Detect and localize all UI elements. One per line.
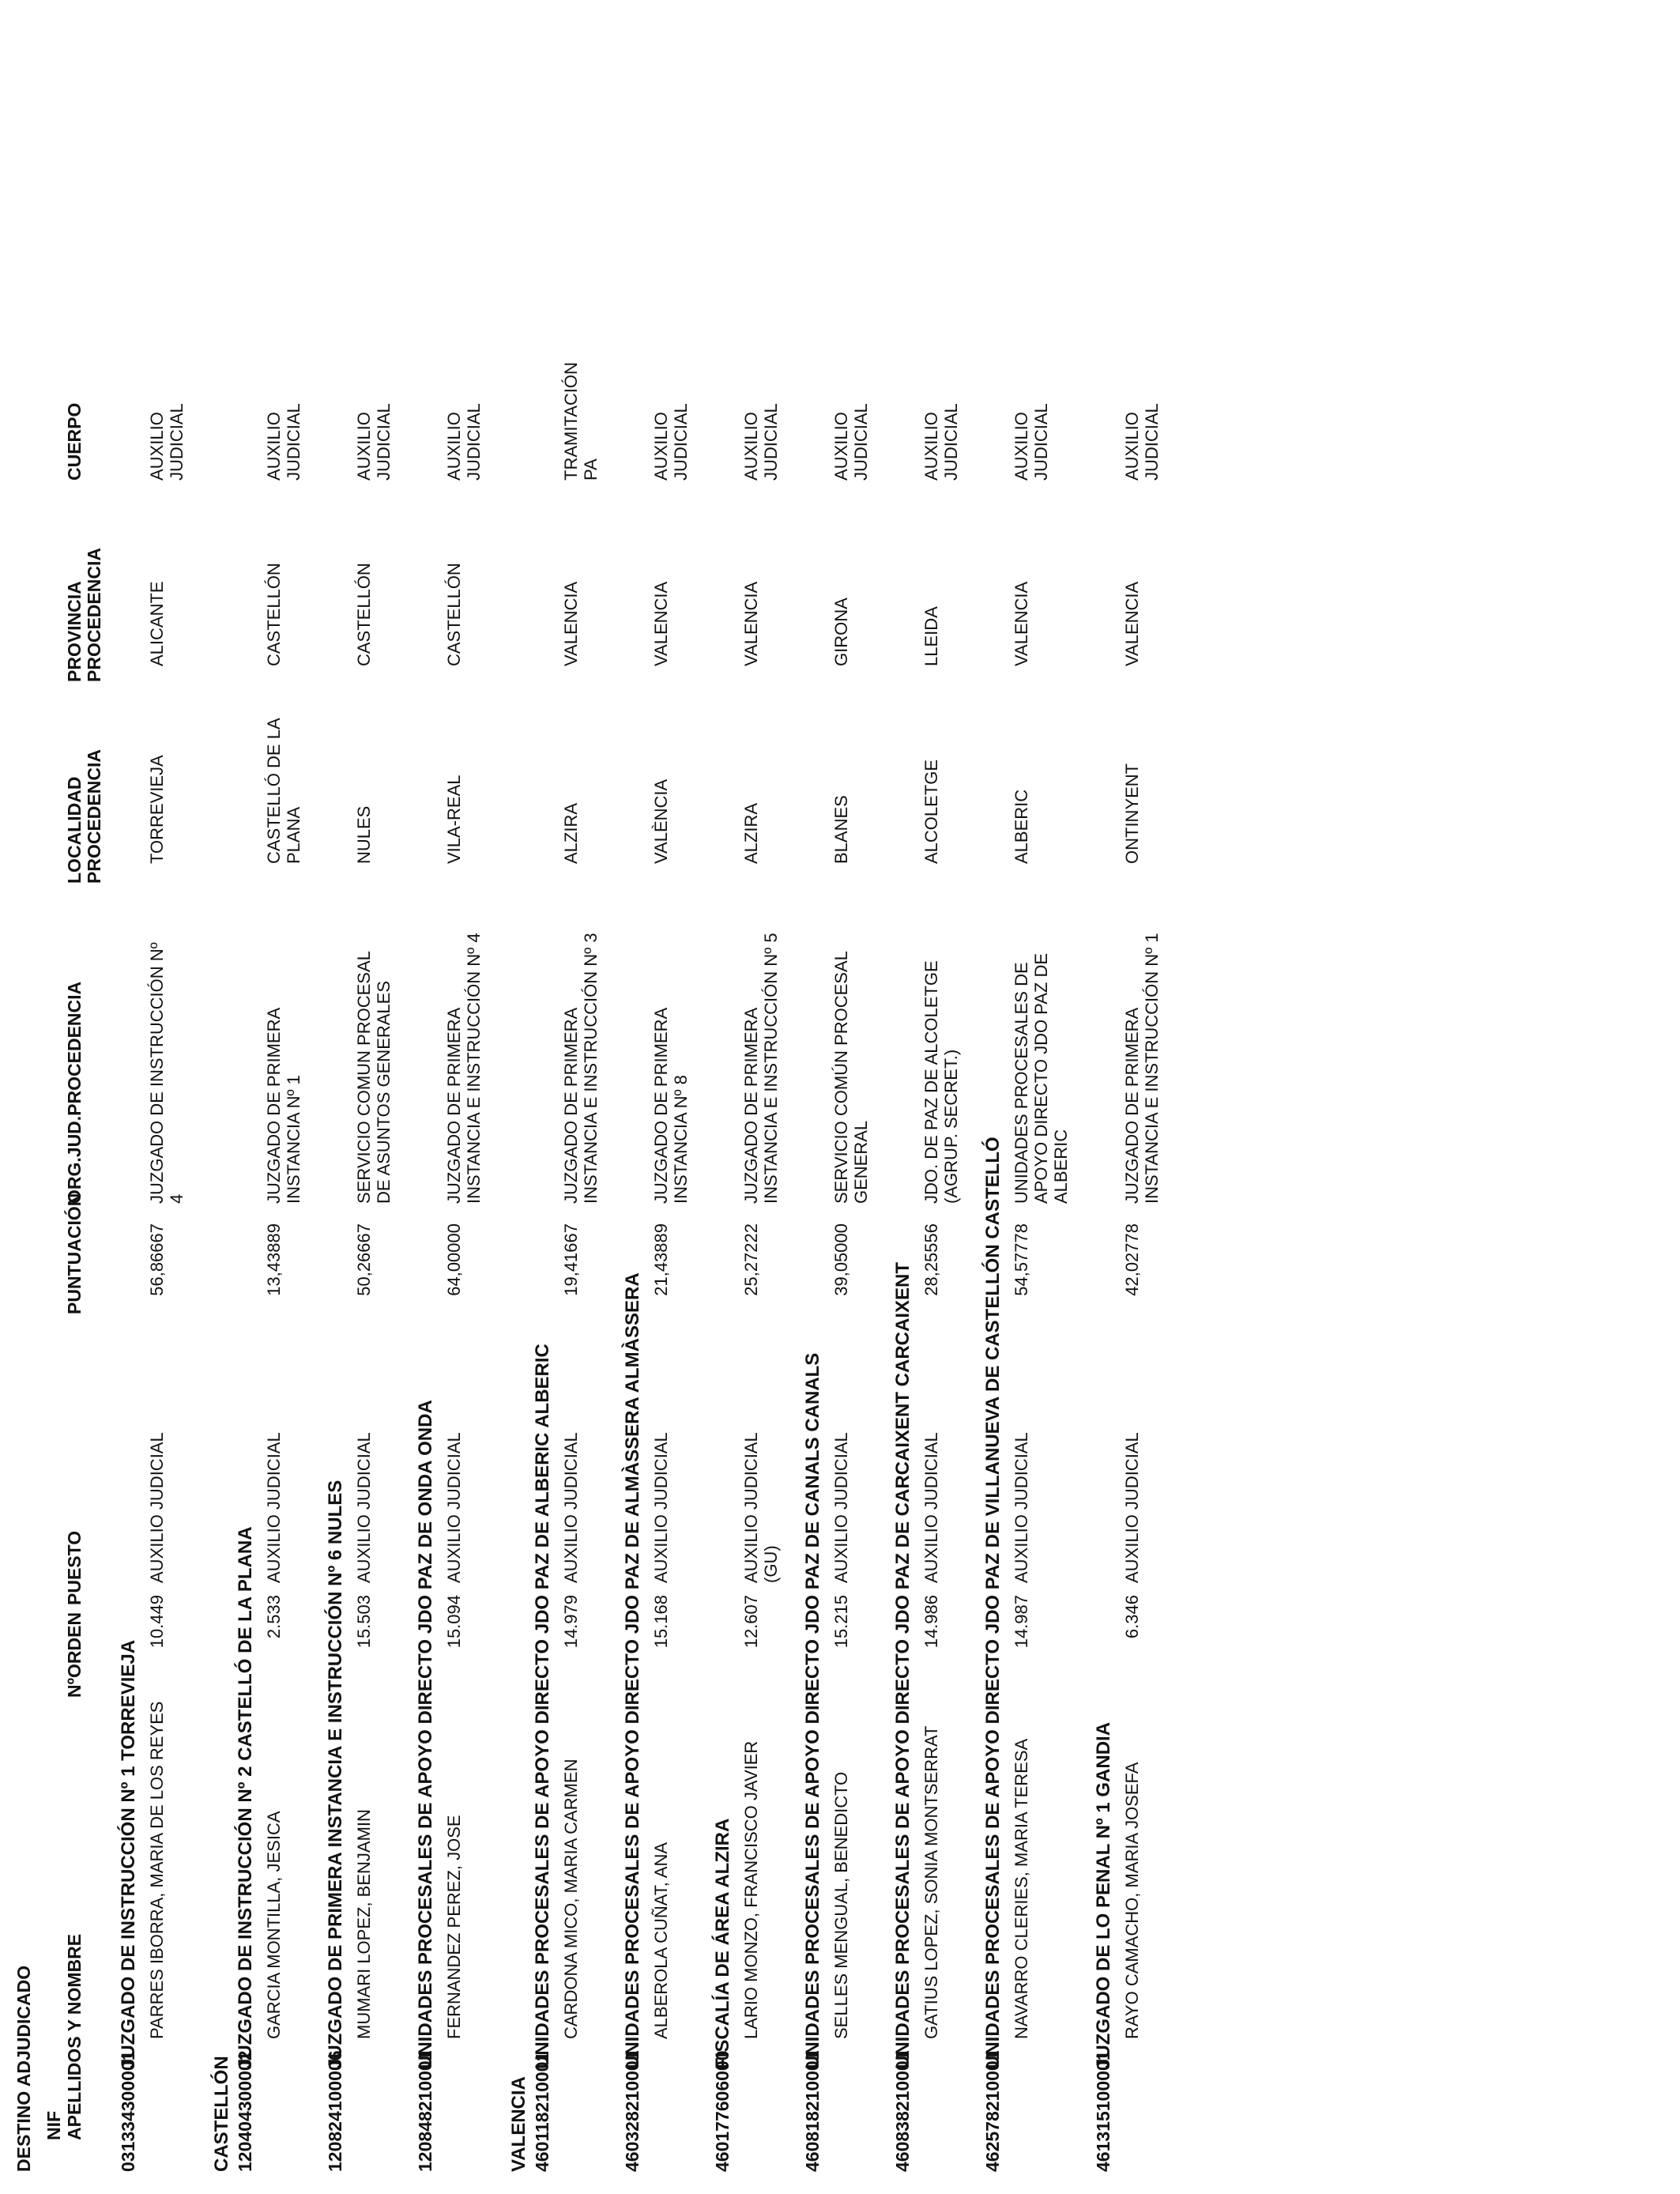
cell-org: JUZGADO DE PRIMERA INSTANCIA E INSTRUCCIÓN Nº 3 bbox=[561, 933, 601, 1204]
cell-puesto: AUXILIO JUDICIAL bbox=[651, 1432, 671, 1583]
cell-localidad: VILA-REAL bbox=[444, 775, 464, 864]
group-title: UNIDADES PROCESALES DE APOYO DIRECTO JDO PAZ DE CARCAIXENT CARCAIXENT bbox=[892, 1262, 913, 2069]
group-nif: 460838210001 bbox=[892, 2050, 913, 2172]
cell-puntuacion: 42,02778 bbox=[1122, 1223, 1142, 1296]
group-title: JUZGADO DE PRIMERA INSTANCIA E INSTRUCCIÓN Nº 6 NULES bbox=[325, 1480, 346, 2069]
col-header-cuerpo: CUERPO bbox=[64, 402, 85, 481]
cell-cuerpo: AUXILIO JUDICIAL bbox=[354, 403, 394, 481]
cell-cuerpo: TRAMITACIÓN PA bbox=[561, 362, 601, 481]
cell-provincia: LLEIDA bbox=[921, 606, 941, 666]
cell-cuerpo: AUXILIO JUDICIAL bbox=[921, 403, 961, 481]
col-header-localidad: LOCALIDAD PROCEDENCIA bbox=[64, 749, 104, 884]
cell-cuerpo: AUXILIO JUDICIAL bbox=[264, 403, 303, 481]
cell-provincia: VALENCIA bbox=[651, 581, 671, 666]
cell-puesto: AUXILIO JUDICIAL bbox=[561, 1432, 581, 1583]
cell-puntuacion: 21,43889 bbox=[651, 1223, 671, 1296]
cell-puntuacion: 13,43889 bbox=[264, 1223, 284, 1296]
cell-localidad: ALZIRA bbox=[561, 802, 581, 864]
cell-org: JUZGADO DE PRIMERA INSTANCIA E INSTRUCCIÓN Nº 1 bbox=[1122, 933, 1162, 1204]
cell-cuerpo: AUXILIO JUDICIAL bbox=[1122, 403, 1162, 481]
cell-nombre: LARIO MONZO, FRANCISCO JAVIER bbox=[741, 1740, 761, 2039]
cell-orden: 14.979 bbox=[561, 1595, 581, 1649]
cell-provincia: CASTELLÓN bbox=[264, 563, 284, 666]
group-nif: 462578210001 bbox=[982, 2050, 1003, 2172]
group-title: UNIDADES PROCESALES DE APOYO DIRECTO JDO PAZ DE CANALS CANALS bbox=[802, 1352, 823, 2069]
cell-puesto: AUXILIO JUDICIAL bbox=[444, 1432, 464, 1583]
cell-puntuacion: 64,00000 bbox=[444, 1223, 464, 1296]
cell-localidad: TORREVIEJA bbox=[147, 755, 167, 864]
cell-provincia: VALENCIA bbox=[1011, 581, 1031, 666]
region-heading: VALENCIA bbox=[508, 2076, 529, 2172]
group-nif: 031334300001 bbox=[118, 2050, 138, 2172]
cell-puesto: AUXILIO JUDICIAL bbox=[921, 1432, 941, 1583]
cell-provincia: CASTELLÓN bbox=[354, 563, 374, 666]
cell-orden: 15.503 bbox=[354, 1595, 374, 1649]
cell-provincia: CASTELLÓN bbox=[444, 563, 464, 666]
group-nif: 120824100006 bbox=[325, 2050, 345, 2172]
cell-puntuacion: 50,26667 bbox=[354, 1223, 374, 1296]
cell-puntuacion: 19,41667 bbox=[561, 1223, 581, 1296]
group-nif: 461315100001 bbox=[1093, 2050, 1113, 2172]
group-title: JUZGADO DE INSTRUCCIÓN Nº 1 TORREVIEJA bbox=[118, 1639, 139, 2069]
cell-orden: 14.987 bbox=[1011, 1595, 1031, 1649]
group-nif: 120404300002 bbox=[235, 2050, 255, 2172]
cell-puntuacion: 54,57778 bbox=[1011, 1223, 1031, 1296]
cell-orden: 2.533 bbox=[264, 1595, 284, 1639]
cell-nombre: GARCIA MONTILLA, JESICA bbox=[264, 1811, 284, 2039]
group-title: FISCALÍA DE ÁREA ALZIRA bbox=[712, 1818, 733, 2069]
cell-puntuacion: 39,05000 bbox=[831, 1223, 851, 1296]
cell-localidad: ALCOLETGE bbox=[921, 759, 941, 864]
cell-cuerpo: AUXILIO JUDICIAL bbox=[831, 403, 871, 481]
col-header-puntuacion: PUNTUACIÓN bbox=[64, 1193, 85, 1314]
cell-localidad: CASTELLÓ DE LA PLANA bbox=[264, 718, 303, 864]
cell-org: JUZGADO DE PRIMERA INSTANCIA Nº 1 bbox=[264, 1007, 303, 1204]
cell-localidad: ALBERIC bbox=[1011, 789, 1031, 864]
group-nif: 460118210001 bbox=[532, 2051, 552, 2172]
cell-orden: 14.986 bbox=[921, 1595, 941, 1649]
destino-header: DESTINO ADJUDICADO bbox=[13, 1965, 34, 2172]
col-header-nombre: APELLIDOS Y NOMBRE bbox=[64, 1933, 85, 2140]
cell-org: JUZGADO DE PRIMERA INSTANCIA E INSTRUCCIÓN Nº 5 bbox=[741, 933, 781, 1204]
cell-org: UNIDADES PROCESALES DE APOYO DIRECTO JDO PAZ DE ALBERIC bbox=[1011, 952, 1071, 1204]
cell-provincia: VALENCIA bbox=[561, 581, 581, 666]
cell-nombre: CARDONA MICO, MARIA CARMEN bbox=[561, 1759, 581, 2039]
group-title: UNIDADES PROCESALES DE APOYO DIRECTO JDO PAZ DE VILLANUEVA DE CASTELLÓN CASTELLÓ bbox=[982, 1137, 1004, 2069]
cell-cuerpo: AUXILIO JUDICIAL bbox=[651, 403, 691, 481]
cell-nombre: NAVARRO CLERIES, MARIA TERESA bbox=[1011, 1738, 1031, 2039]
cell-puesto: AUXILIO JUDICIAL bbox=[354, 1432, 374, 1583]
cell-provincia: VALENCIA bbox=[741, 581, 761, 666]
group-nif: 460177606000 bbox=[712, 2050, 733, 2172]
cell-orden: 12.607 bbox=[741, 1595, 761, 1649]
col-header-nif: NIF bbox=[43, 2110, 64, 2140]
group-title: JUZGADO DE LO PENAL Nº 1 GANDIA bbox=[1093, 1721, 1114, 2069]
cell-orden: 10.449 bbox=[147, 1595, 167, 1649]
cell-puntuacion: 25,27222 bbox=[741, 1223, 761, 1296]
cell-localidad: ALZIRA bbox=[741, 802, 761, 864]
cell-provincia: ALICANTE bbox=[147, 581, 167, 666]
cell-cuerpo: AUXILIO JUDICIAL bbox=[444, 403, 484, 481]
cell-puntuacion: 56,86667 bbox=[147, 1223, 167, 1296]
cell-nombre: SELLES MENGUAL, BENEDICTO bbox=[831, 1771, 851, 2039]
cell-provincia: VALENCIA bbox=[1122, 581, 1142, 666]
cell-localidad: VALÈNCIA bbox=[651, 778, 671, 864]
cell-org: JUZGADO DE INSTRUCCIÓN Nº 4 bbox=[147, 942, 186, 1204]
cell-org: SERVICIO COMÚN PROCESAL GENERAL bbox=[831, 951, 871, 1204]
cell-puesto: AUXILIO JUDICIAL bbox=[1011, 1432, 1031, 1583]
group-nif: 460818210001 bbox=[802, 2050, 823, 2172]
cell-cuerpo: AUXILIO JUDICIAL bbox=[1011, 403, 1051, 481]
cell-orden: 15.168 bbox=[651, 1595, 671, 1649]
cell-org: JDO. DE PAZ DE ALCOLETGE (AGRUP. SECRET.) bbox=[921, 960, 961, 1204]
group-title: JUZGADO DE INSTRUCCIÓN Nº 2 CASTELLÓ DE LA PLANA bbox=[235, 1526, 256, 2069]
cell-puesto: AUXILIO JUDICIAL bbox=[1122, 1432, 1142, 1583]
cell-orden: 6.346 bbox=[1122, 1595, 1142, 1639]
cell-cuerpo: AUXILIO JUDICIAL bbox=[741, 403, 781, 481]
cell-puesto: AUXILIO JUDICIAL bbox=[147, 1432, 167, 1583]
cell-puesto: AUXILIO JUDICIAL bbox=[831, 1432, 851, 1583]
group-title: UNIDADES PROCESALES DE APOYO DIRECTO JDO PAZ DE ALMÀSSERA ALMÀSSERA bbox=[622, 1272, 643, 2069]
col-header-org: ORG.JUD.PROCEDENCIA bbox=[64, 981, 85, 1204]
col-header-orden: NºORDEN bbox=[64, 1612, 85, 1698]
cell-orden: 15.094 bbox=[444, 1595, 464, 1649]
cell-puntuacion: 28,25556 bbox=[921, 1223, 941, 1296]
col-header-provincia: PROVINCIA PROCEDENCIA bbox=[64, 548, 104, 682]
cell-puesto: AUXILIO JUDICIAL (GU) bbox=[741, 1432, 781, 1583]
cell-org: JUZGADO DE PRIMERA INSTANCIA E INSTRUCCIÓN Nº 4 bbox=[444, 933, 484, 1204]
group-nif: 460328210001 bbox=[622, 2050, 642, 2172]
cell-nombre: GATIUS LOPEZ, SONIA MONTSERRAT bbox=[921, 1725, 941, 2039]
cell-org: JUZGADO DE PRIMERA INSTANCIA Nº 8 bbox=[651, 1007, 691, 1204]
cell-nombre: MUMARI LOPEZ, BENJAMIN bbox=[354, 1809, 374, 2039]
region-heading: CASTELLÓN bbox=[211, 2056, 232, 2172]
col-header-puesto: PUESTO bbox=[64, 1530, 85, 1605]
cell-localidad: ONTINYENT bbox=[1122, 763, 1142, 864]
cell-cuerpo: AUXILIO JUDICIAL bbox=[147, 403, 186, 481]
cell-nombre: RAYO CAMACHO, MARIA JOSEFA bbox=[1122, 1762, 1142, 2039]
cell-orden: 15.215 bbox=[831, 1595, 851, 1649]
group-nif: 120848210001 bbox=[415, 2050, 435, 2172]
cell-provincia: GIRONA bbox=[831, 598, 851, 666]
cell-nombre: PARRES IBORRA, MARIA DE LOS REYES bbox=[147, 1701, 167, 2039]
cell-localidad: BLANES bbox=[831, 795, 851, 864]
cell-org: SERVICIO COMUN PROCESAL DE ASUNTOS GENERALES bbox=[354, 951, 394, 1204]
cell-nombre: FERNANDEZ PEREZ, JOSE bbox=[444, 1815, 464, 2039]
cell-nombre: ALBEROLA CUÑAT, ANA bbox=[651, 1842, 671, 2039]
group-title: UNIDADES PROCESALES DE APOYO DIRECTO JDO PAZ DE ALBERIC ALBERIC bbox=[532, 1344, 553, 2069]
group-title: UNIDADES PROCESALES DE APOYO DIRECTO JDO PAZ DE ONDA ONDA bbox=[415, 1400, 436, 2069]
cell-puesto: AUXILIO JUDICIAL bbox=[264, 1432, 284, 1583]
cell-localidad: NULES bbox=[354, 805, 374, 864]
